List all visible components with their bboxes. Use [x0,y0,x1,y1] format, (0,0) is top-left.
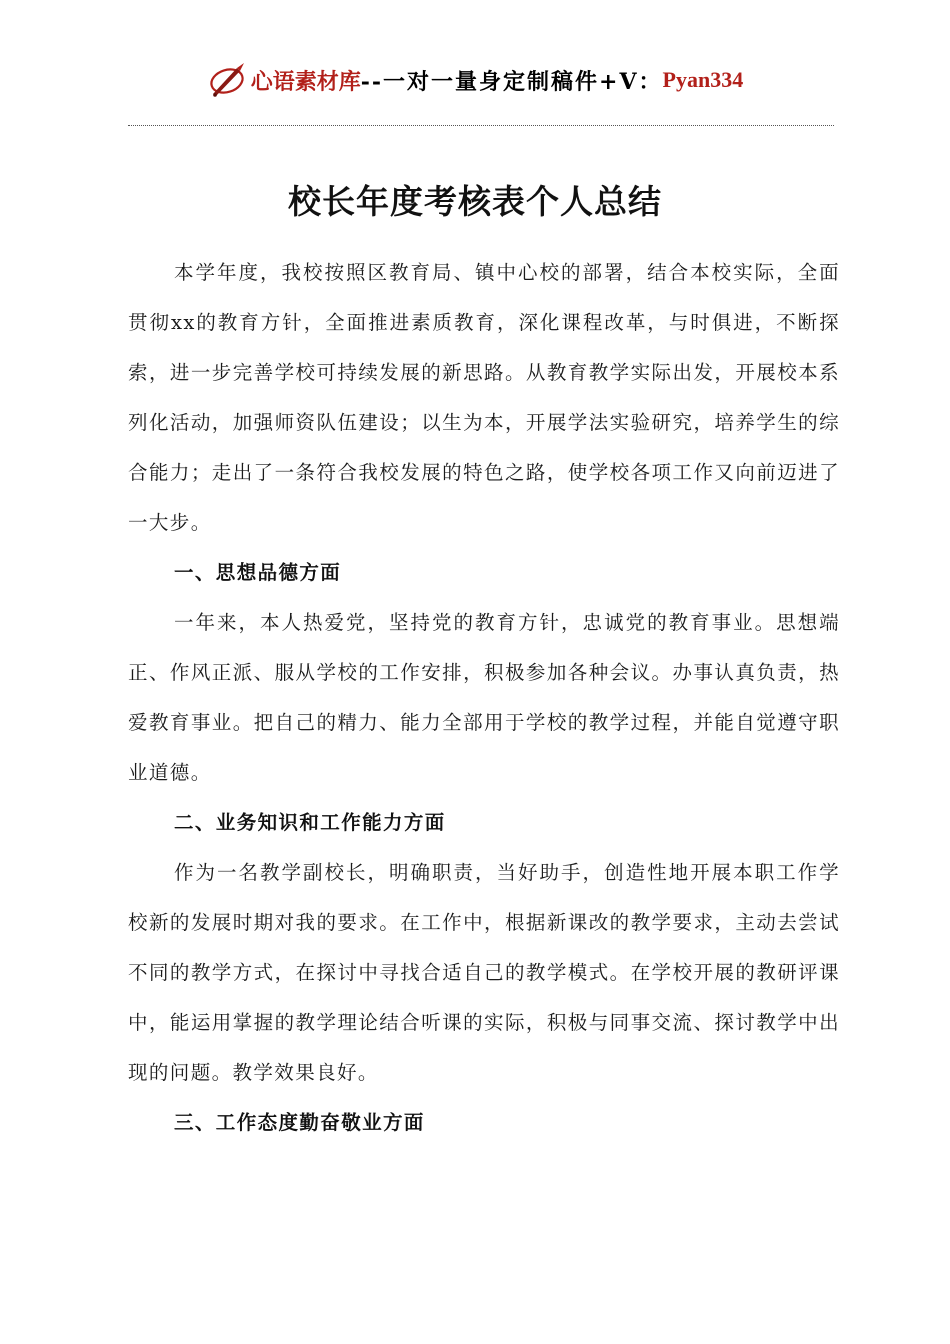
section-heading-attitude: 三、工作态度勤奋敬业方面 [174,1111,425,1134]
section-body-ideology: 一年来，本人热爱党，坚持党的教育方针，忠诚党的教育事业。思想端正、作风正派、服从学校的工作安排，积极参加各种会议。办事认真负责，热爱教育事业。把自己的精力、能力全部用于学校的教学过程，并能自觉遵守职业道德。 [128,611,840,784]
document-body [128,248,840,1148]
section-body-competence: 作为一名教学副校长，明确职责，当好助手，创造性地开展本职工作学校新的发展时期对我的要求。在工作中，根据新课改的教学要求，主动去尝试不同的教学方式，在探讨中寻找合适自己的教学模式。在学校开展的教研评课中，能运用掌握的教学理论结合听课的实际，积极与同事交流、探讨教学中出现的问题。教学效果良好。 [128,861,840,1084]
section-heading-competence: 二、业务知识和工作能力方面 [174,811,446,834]
header-tagline: --一对一量身定制稿件+V： [360,68,663,95]
page-header [0,60,950,100]
brand-name: 心语素材库 [250,68,361,95]
pen-nib-logo-icon [207,60,249,100]
section-heading-ideology: 一、思想品德方面 [174,561,342,584]
document-title: 校长年度考核表个人总结 [288,182,662,221]
intro-paragraph: 本学年度，我校按照区教育局、镇中心校的部署，结合本校实际，全面贯彻xx的教育方针，全面推进素质教育，深化课程改革，与时俱进，不断探索，进一步完善学校可持续发展的新思路。从教育教学实际出发，开展校本系列化活动，加强师资队伍建设；以生为本，开展学法实验研究，培养学生的综合能力；走出了一条符合我校发展的特色之路，使学校各项工作又向前迈进了一大步。 [128,261,840,534]
header-divider [128,125,834,126]
contact-id: Pyan334 [662,67,744,92]
